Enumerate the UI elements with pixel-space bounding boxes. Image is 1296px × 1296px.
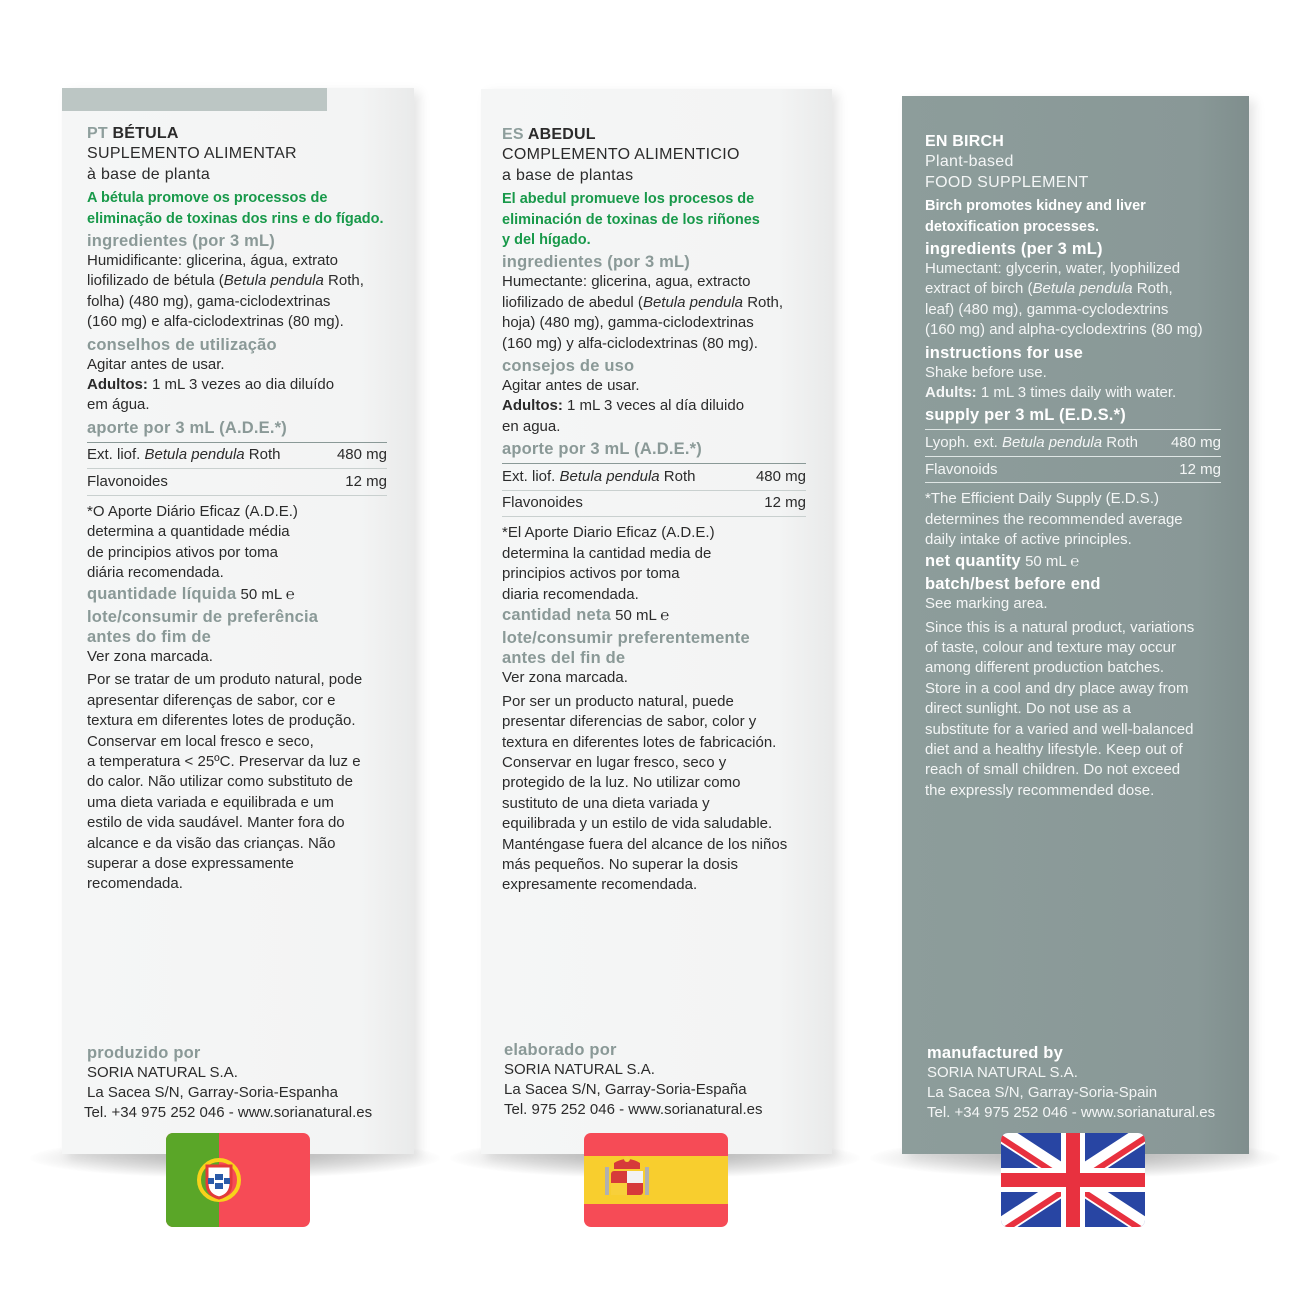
supply-table: [502, 463, 806, 517]
product-category: Plant-based: [925, 153, 1014, 171]
supply-table: [87, 442, 387, 496]
label-content-en: [925, 132, 1247, 801]
ingredients-heading: ingredients (per 3 mL): [925, 240, 1103, 259]
product-category: SUPLEMENTO ALIMENTAR: [87, 145, 297, 163]
supply-heading: aporte por 3 mL (A.D.E.*): [87, 418, 287, 437]
product-subcategory: a base de plantas: [502, 166, 634, 184]
ingredients-text: Humidificante: glicerina, água, extrato liofilizado de bétula (Betula pendula Roth, folha) (480 mg), gama-ciclodextrinas (160 mg) e alfa-ciclodextrinas (80 mg).: [87, 252, 364, 331]
company-contact: Tel. +34 975 252 046 - www.sorianatural.es: [84, 1104, 373, 1121]
product-subcategory: à base de planta: [87, 165, 211, 183]
usage-heading: instructions for use: [925, 343, 1084, 362]
storage-warning-text: Since this is a natural product, variations of taste, colour and texture may occur among different production batches. Store in a cool and dry place away from direct sunlight. Do not use as a substitute for a varied and well-balanced diet and a healthy lifestyle. Keep out of reach of small children. Do not exceed the expressly recommended dose.: [925, 618, 1195, 799]
lot-heading: lote/consumir de preferência antes do fim de: [87, 607, 319, 646]
product-title: [502, 125, 830, 145]
label-panel-spanish: [481, 89, 832, 1154]
company-name: SORIA NATURAL S.A.: [87, 1064, 238, 1081]
label-panel-portuguese: [62, 88, 414, 1154]
company-address: La Sacea S/N, Garray-Soria-Spain: [927, 1084, 1158, 1101]
ingredients-text: Humectant: glycerin, water, lyophilized extract of birch (Betula pendula Roth, leaf) (480 mg), gamma-cyclodextrins (160 mg) and alpha-cyclodextrins (80 mg): [925, 260, 1203, 339]
ingredients-heading: ingredientes (por 3 mL): [87, 232, 275, 251]
product-name: BIRCH: [952, 133, 1004, 150]
supply-table: [925, 429, 1221, 483]
usage-heading: conselhos de utilização: [87, 335, 277, 354]
lot-text: Ver zona marcada.: [502, 669, 628, 687]
company-name: SORIA NATURAL S.A.: [927, 1064, 1078, 1081]
usage-heading: consejos de uso: [502, 357, 635, 376]
manufacturer-block: [504, 1040, 829, 1120]
storage-warning-text: Por ser un producto natural, puede presentar diferencias de sabor, color y textura en diferentes lotes de fabricación. Conservar en lugar fresco, seco y protegido de la luz. No utilizar como sustituto de una dieta variada y equilibrada y un estilo de vida saludable. Manténgase fuera del alcance de los niños más pequeños. No superar la dosis expresamente recomendada.: [502, 692, 788, 894]
table-row: Flavonoides 12 mg: [87, 469, 387, 496]
manufacturer-heading: elaborado por: [504, 1041, 617, 1059]
portugal-flag-icon: [166, 1133, 310, 1227]
manufacturer-heading: produzido por: [87, 1044, 201, 1062]
table-row: Ext. liof. Betula pendula Roth 480 mg: [87, 443, 387, 470]
label-content-es: [502, 125, 830, 896]
table-row: Flavonoids 12 mg: [925, 457, 1221, 484]
united-kingdom-flag-icon: [1001, 1133, 1145, 1227]
label-content-pt: [87, 124, 407, 895]
lot-text: Ver zona marcada.: [87, 647, 213, 665]
company-contact: Tel. +34 975 252 046 - www.sorianatural.es: [927, 1104, 1216, 1121]
lot-heading: batch/best before end: [925, 575, 1101, 594]
footnote: *The Efficient Daily Supply (E.D.S.) determines the recommended average daily intake of active principles.: [925, 490, 1183, 549]
ingredients-text: Humectante: glicerina, agua, extracto liofilizado de abedul (Betula pendula Roth, hoja) (480 mg), gamma-ciclodextrinas (160 mg) y alfa-ciclodextrinas (80 mg).: [502, 273, 784, 352]
company-name: SORIA NATURAL S.A.: [504, 1061, 655, 1078]
health-claim: A bétula promove os processos de eliminação de toxinas dos rins e do fígado.: [87, 190, 384, 227]
product-name: BÉTULA: [112, 125, 179, 142]
usage-text: Agitar antes de usar. Adultos: 1 mL 3 vezes ao dia diluído em água.: [87, 355, 335, 414]
product-title: [925, 132, 1247, 152]
lot-heading: lote/consumir preferentemente antes del fin de: [502, 629, 750, 668]
product-title: [87, 124, 407, 144]
company-address: La Sacea S/N, Garray-Soria-España: [504, 1081, 747, 1098]
ingredients-heading: ingredientes (por 3 mL): [502, 253, 690, 272]
company-address: La Sacea S/N, Garray-Soria-Espanha: [87, 1084, 338, 1101]
net-quantity: quantidade líquida 50 mL ℮: [87, 584, 295, 603]
manufacturer-block: [927, 1043, 1249, 1123]
language-code: EN: [925, 133, 948, 150]
product-subcategory: FOOD SUPPLEMENT: [925, 173, 1089, 191]
label-panel-english: [902, 96, 1249, 1154]
language-code: PT: [87, 125, 108, 142]
net-quantity: cantidad neta 50 mL ℮: [502, 605, 670, 624]
health-claim: El abedul promueve los procesos de eliminación de toxinas de los riñones y del hígado.: [502, 191, 760, 249]
net-quantity: net quantity 50 mL ℮: [925, 551, 1080, 570]
footnote: *El Aporte Diario Eficaz (A.D.E.) determina la cantidad media de principios activos por toma diaria recomendada.: [502, 524, 715, 603]
table-row: Lyoph. ext. Betula pendula Roth 480 mg: [925, 430, 1221, 457]
language-code: ES: [502, 126, 524, 143]
usage-text: Agitar antes de usar. Adultos: 1 mL 3 veces al día diluido en agua.: [502, 377, 745, 435]
product-name: ABEDUL: [527, 126, 596, 143]
company-contact: Tel. 975 252 046 - www.sorianatural.es: [504, 1101, 763, 1118]
footnote: *O Aporte Diário Eficaz (A.D.E.) determina a quantidade média de principios ativos por toma diária recomendada.: [87, 502, 298, 582]
supply-heading: supply per 3 mL (E.D.S.*): [925, 406, 1126, 425]
usage-text: Shake before use. Adults: 1 mL 3 times daily with water.: [925, 363, 1177, 402]
top-accent-bar: [62, 88, 327, 111]
manufacturer-heading: manufactured by: [927, 1044, 1063, 1062]
storage-warning-text: Por se tratar de um produto natural, pode apresentar diferenças de sabor, cor e textura em diferentes lotes de produção. Conservar em local fresco e seco, a temperatura < 25ºC. Preservar da luz e do calor. Não utilizar como substituto de uma dieta variada e equilibrada e um estilo de vida saudável. Manter fora do alcance e da visão das crianças. Não superar a dose expressamente recomendada.: [87, 671, 363, 893]
lot-text: See marking area.: [925, 595, 1048, 613]
supply-heading: aporte por 3 mL (A.D.E.*): [502, 440, 702, 459]
spain-flag-icon: [584, 1133, 728, 1227]
table-row: Flavonoides 12 mg: [502, 491, 806, 518]
health-claim: Birch promotes kidney and liver detoxification processes.: [925, 198, 1146, 235]
manufacturer-block: [84, 1043, 412, 1123]
table-row: Ext. liof. Betula pendula Roth 480 mg: [502, 464, 806, 491]
product-category: COMPLEMENTO ALIMENTICIO: [502, 146, 740, 164]
